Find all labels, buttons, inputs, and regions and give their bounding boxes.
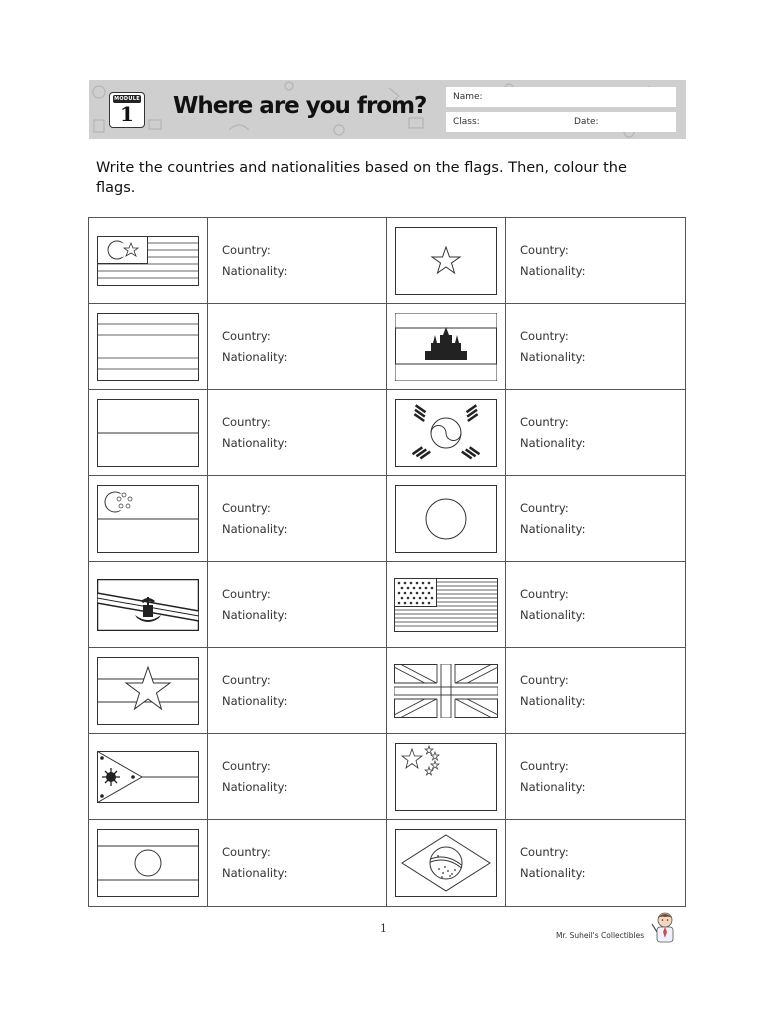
philippines-flag-icon bbox=[97, 751, 199, 803]
nationality-label: Nationality: bbox=[520, 521, 586, 536]
country-label: Country: bbox=[222, 414, 271, 429]
flag-cell bbox=[387, 390, 506, 476]
module-badge bbox=[109, 92, 145, 128]
uk-flag-icon bbox=[394, 664, 498, 718]
class-field[interactable]: Class: bbox=[446, 112, 568, 132]
answer-cell bbox=[506, 218, 685, 304]
answer-cell bbox=[506, 304, 685, 390]
teacher-mascot-icon bbox=[650, 910, 680, 944]
answer-cell bbox=[208, 820, 387, 906]
flag-cell bbox=[387, 304, 506, 390]
page-title: Where are you from? bbox=[173, 93, 427, 119]
singapore-flag-icon bbox=[97, 485, 199, 553]
nationality-label: Nationality: bbox=[222, 349, 288, 364]
country-label: Country: bbox=[222, 328, 271, 343]
nationality-label: Nationality: bbox=[520, 435, 586, 450]
country-label: Country: bbox=[520, 500, 569, 515]
nationality-label: Nationality: bbox=[520, 607, 586, 622]
answer-cell bbox=[506, 562, 685, 648]
flag-cell bbox=[89, 648, 208, 734]
flag-cell bbox=[89, 820, 208, 906]
cambodia-flag-icon bbox=[395, 313, 497, 381]
nationality-label: Nationality: bbox=[222, 435, 288, 450]
vietnam-flag-icon bbox=[395, 227, 497, 295]
author-credit: Mr. Suheil's Collectibles bbox=[556, 931, 645, 940]
instructions: Write the countries and nationalities based on the flags. Then, colour the flags. bbox=[96, 160, 627, 196]
flag-cell bbox=[89, 734, 208, 820]
country-label: Country: bbox=[222, 242, 271, 257]
country-label: Country: bbox=[520, 242, 569, 257]
japan-flag-icon bbox=[395, 485, 497, 553]
nationality-label: Nationality: bbox=[520, 349, 586, 364]
country-label: Country: bbox=[222, 758, 271, 773]
nationality-label: Nationality: bbox=[520, 263, 586, 278]
flag-cell bbox=[89, 304, 208, 390]
country-label: Country: bbox=[222, 586, 271, 601]
module-number: 1 bbox=[120, 102, 134, 126]
laos-flag-icon bbox=[97, 829, 199, 897]
answer-cell bbox=[208, 218, 387, 304]
answer-cell bbox=[208, 390, 387, 476]
nationality-label: Nationality: bbox=[520, 866, 586, 880]
nationality-label: Nationality: bbox=[222, 866, 288, 880]
answer-cell bbox=[208, 734, 387, 820]
flag-cell bbox=[387, 476, 506, 562]
malaysia-flag-icon bbox=[97, 236, 199, 286]
flag-cell bbox=[89, 476, 208, 562]
answer-cell bbox=[208, 476, 387, 562]
flag-cell bbox=[89, 390, 208, 476]
country-label: Country: bbox=[520, 672, 569, 687]
myanmar-flag-icon bbox=[97, 657, 199, 725]
usa-flag-icon bbox=[394, 578, 498, 632]
south-korea-flag-icon bbox=[395, 399, 497, 467]
country-label: Country: bbox=[520, 758, 569, 773]
nationality-label: Nationality: bbox=[222, 693, 288, 708]
brazil-flag-icon bbox=[395, 829, 497, 897]
flag-cell bbox=[387, 562, 506, 648]
nationality-label: Nationality: bbox=[222, 263, 288, 278]
nationality-label: Nationality: bbox=[222, 521, 288, 536]
header-banner bbox=[89, 80, 686, 139]
answer-cell bbox=[506, 648, 685, 734]
answer-cell bbox=[208, 304, 387, 390]
answer-cell bbox=[208, 648, 387, 734]
country-label: Country: bbox=[520, 845, 569, 859]
nationality-label: Nationality: bbox=[222, 779, 288, 794]
country-label: Country: bbox=[520, 328, 569, 343]
flag-cell bbox=[387, 820, 506, 906]
country-label: Country: bbox=[520, 586, 569, 601]
country-label: Country: bbox=[520, 414, 569, 429]
indonesia-flag-icon bbox=[97, 399, 199, 467]
module-label: MODULE bbox=[114, 96, 140, 102]
flags-table bbox=[88, 217, 686, 907]
nationality-label: Nationality: bbox=[222, 607, 288, 622]
country-label: Country: bbox=[222, 500, 271, 515]
brunei-flag-icon bbox=[97, 579, 199, 631]
nationality-label: Nationality: bbox=[520, 779, 586, 794]
date-field[interactable]: Date: bbox=[567, 112, 676, 132]
answer-cell bbox=[208, 562, 387, 648]
flag-cell bbox=[387, 648, 506, 734]
page-number: 1 bbox=[380, 922, 387, 935]
flag-cell bbox=[387, 218, 506, 304]
answer-cell bbox=[506, 390, 685, 476]
thailand-flag-icon bbox=[97, 313, 199, 381]
name-field[interactable]: Name: bbox=[446, 87, 676, 107]
answer-cell bbox=[506, 734, 685, 820]
flag-cell bbox=[89, 218, 208, 304]
flag-cell bbox=[89, 562, 208, 648]
flag-cell bbox=[387, 734, 506, 820]
china-flag-icon bbox=[395, 743, 497, 811]
answer-cell bbox=[506, 820, 685, 906]
nationality-label: Nationality: bbox=[520, 693, 586, 708]
answer-cell bbox=[506, 476, 685, 562]
country-label: Country: bbox=[222, 845, 271, 859]
country-label: Country: bbox=[222, 672, 271, 687]
